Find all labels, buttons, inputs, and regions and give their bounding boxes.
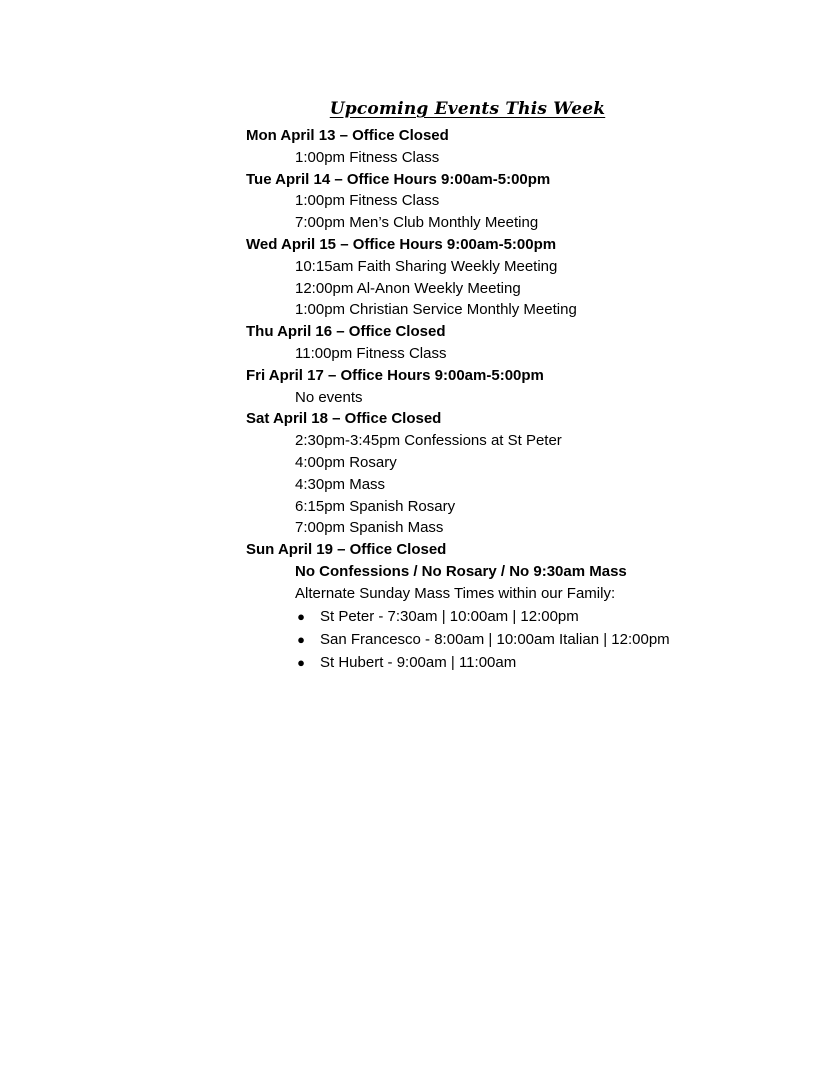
- event-item: 7:00pm Men’s Club Monthly Meeting: [295, 214, 539, 232]
- day-heading: Fri April 17 – Office Hours 9:00am-5:00pm: [246, 366, 544, 384]
- alternate-mass-item: [246, 651, 826, 674]
- day-heading: Thu April 16 – Office Closed: [246, 323, 446, 341]
- event-item: 6:15pm Spanish Rosary: [295, 497, 456, 515]
- day-monday: [246, 125, 826, 169]
- event-item: 11:00pm Fitness Class: [295, 344, 447, 362]
- alternate-mass-text: St Hubert - 9:00am | 11:00am: [320, 653, 517, 671]
- day-heading: Wed April 15 – Office Hours 9:00am-5:00pm: [246, 235, 557, 253]
- alternate-mass-item: [246, 605, 826, 628]
- event-item: 1:00pm Christian Service Monthly Meeting: [295, 301, 577, 319]
- page-title: Upcoming Events This Week: [329, 99, 606, 119]
- day-heading: Sun April 19 – Office Closed: [246, 541, 447, 559]
- day-thursday: [246, 321, 826, 365]
- event-item: 2:30pm-3:45pm Confessions at St Peter: [295, 432, 562, 450]
- day-wednesday: [246, 234, 826, 321]
- day-heading: Mon April 13 – Office Closed: [246, 127, 449, 144]
- event-item: 10:15am Faith Sharing Weekly Meeting: [295, 257, 558, 275]
- day-friday: [246, 365, 826, 409]
- alternate-mass-intro: Alternate Sunday Mass Times within our Family:: [295, 584, 616, 602]
- bullet-icon: ●: [297, 654, 305, 670]
- alternate-mass-text: St Peter - 7:30am | 10:00am | 12:00pm: [320, 607, 579, 625]
- events-list: [246, 125, 826, 674]
- day-tuesday: [246, 169, 826, 234]
- event-item: 4:30pm Mass: [295, 475, 386, 493]
- event-item: No events: [295, 388, 363, 406]
- day-heading: Sat April 18 – Office Closed: [246, 410, 442, 428]
- bullet-icon: ●: [297, 631, 305, 647]
- alternate-mass-text: San Francesco - 8:00am | 10:00am Italian | 12:00pm: [320, 630, 670, 648]
- bullet-icon: ●: [297, 608, 305, 624]
- event-item: 12:00pm Al-Anon Weekly Meeting: [295, 279, 521, 297]
- alternate-mass-item: [246, 628, 826, 651]
- day-sunday: [246, 539, 826, 673]
- sunday-notice: No Confessions / No Rosary / No 9:30am Mass: [295, 562, 627, 580]
- day-heading: Tue April 14 – Office Hours 9:00am-5:00pm: [246, 170, 551, 188]
- alternate-mass-list: [246, 605, 826, 674]
- event-item: 1:00pm Fitness Class: [295, 148, 440, 166]
- day-saturday: [246, 408, 826, 539]
- event-item: 1:00pm Fitness Class: [295, 192, 440, 210]
- event-item: 4:00pm Rosary: [295, 453, 397, 471]
- event-item: 7:00pm Spanish Mass: [295, 519, 444, 537]
